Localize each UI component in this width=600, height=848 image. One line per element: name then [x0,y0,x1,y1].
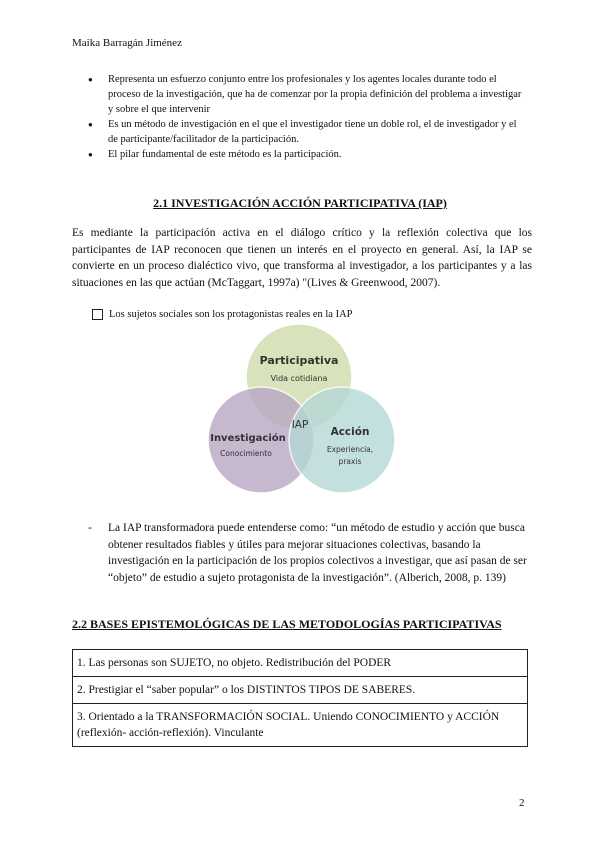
author-header: Maika Barragán Jiménez [72,37,182,49]
venn-sub-accion-2: praxis [338,457,362,466]
venn-label-investigacion: Investigación [210,433,286,444]
bases-table [72,649,528,747]
venn-sub-participativa: Vida cotidiana [270,374,328,383]
page-number: 2 [519,797,525,809]
quote-item [88,520,528,586]
checkbox-icon[interactable] [92,309,103,320]
section-heading-iap: 2.1 INVESTIGACIÓN ACCIÓN PARTICIPATIVA (IAP) [153,196,447,210]
venn-diagram [200,322,400,494]
venn-sub-accion-1: Experiencia, [326,445,374,454]
checkbox-label: Los sujetos sociales son los protagonistas reales en la IAP [109,309,353,320]
table-cell: 2. Prestigiar el “saber popular” o los DISTINTOS TIPOS DE SABERES. [73,677,528,704]
intro-paragraph: Es mediante la participación activa en el diálogo crítico y la reflexión colectiva que los participantes de IAP reconocen que tienen un interés en el proyecto en general. Así, la IAP se convierte en un proceso dialéctico vivo, que transforma al investigador, a los participantes y a las situaciones en las que actúan (McTaggart, 1997a) "(Lives & Greenwood, 2007). [72,227,532,289]
table-cell: 1. Las personas son SUJETO, no objeto. Redistribución del PODER [73,650,528,677]
venn-center-label: IAP [291,419,309,431]
dash-marker: - [88,522,92,534]
quote-text: La IAP transformadora puede entenderse como: “un método de estudio y acción que busca obtener resultados fiables y útiles para mejorar situaciones colectivas, basando la investigación en la participación de los propios colectivos a investigar, que así pasan de ser “objeto” de estudio a sujeto protagonista de la investigación”. (Alberich, 2008, p. 139) [108,522,527,584]
venn-label-participativa: Participativa [259,354,339,367]
table-cell: 3. Orientado a la TRANSFORMACIÓN SOCIAL. Uniendo CONOCIMIENTO y ACCIÓN (reflexión- acción-reflexión). Vinculante [73,704,528,747]
bullet-list [88,72,528,162]
bullet-item: ● El pilar fundamental de este método es la participación. [88,147,528,162]
table-row [73,650,528,677]
venn-sub-investigacion: Conocimiento [220,449,272,458]
section-heading-bases: 2.2 BASES EPISTEMOLÓGICAS DE LAS METODOLOGÍAS PARTICIPATIVAS [72,617,502,631]
bullet-item: ● Representa un esfuerzo conjunto entre los profesionales y los agentes locales durante todo el proceso de la investigación, que ha de comenzar por la propia definición del problema a investigar y sobre el que intervenir [88,72,528,117]
venn-circle-accion [289,387,395,493]
table-row [73,677,528,704]
venn-label-accion: Acción [330,426,370,438]
checkbox-line [92,309,353,320]
table-row [73,704,528,747]
bullet-item: ● Es un método de investigación en el que el investigador tiene un doble rol, el de investigador y el de participante/facilitador de la participación. [88,117,528,147]
